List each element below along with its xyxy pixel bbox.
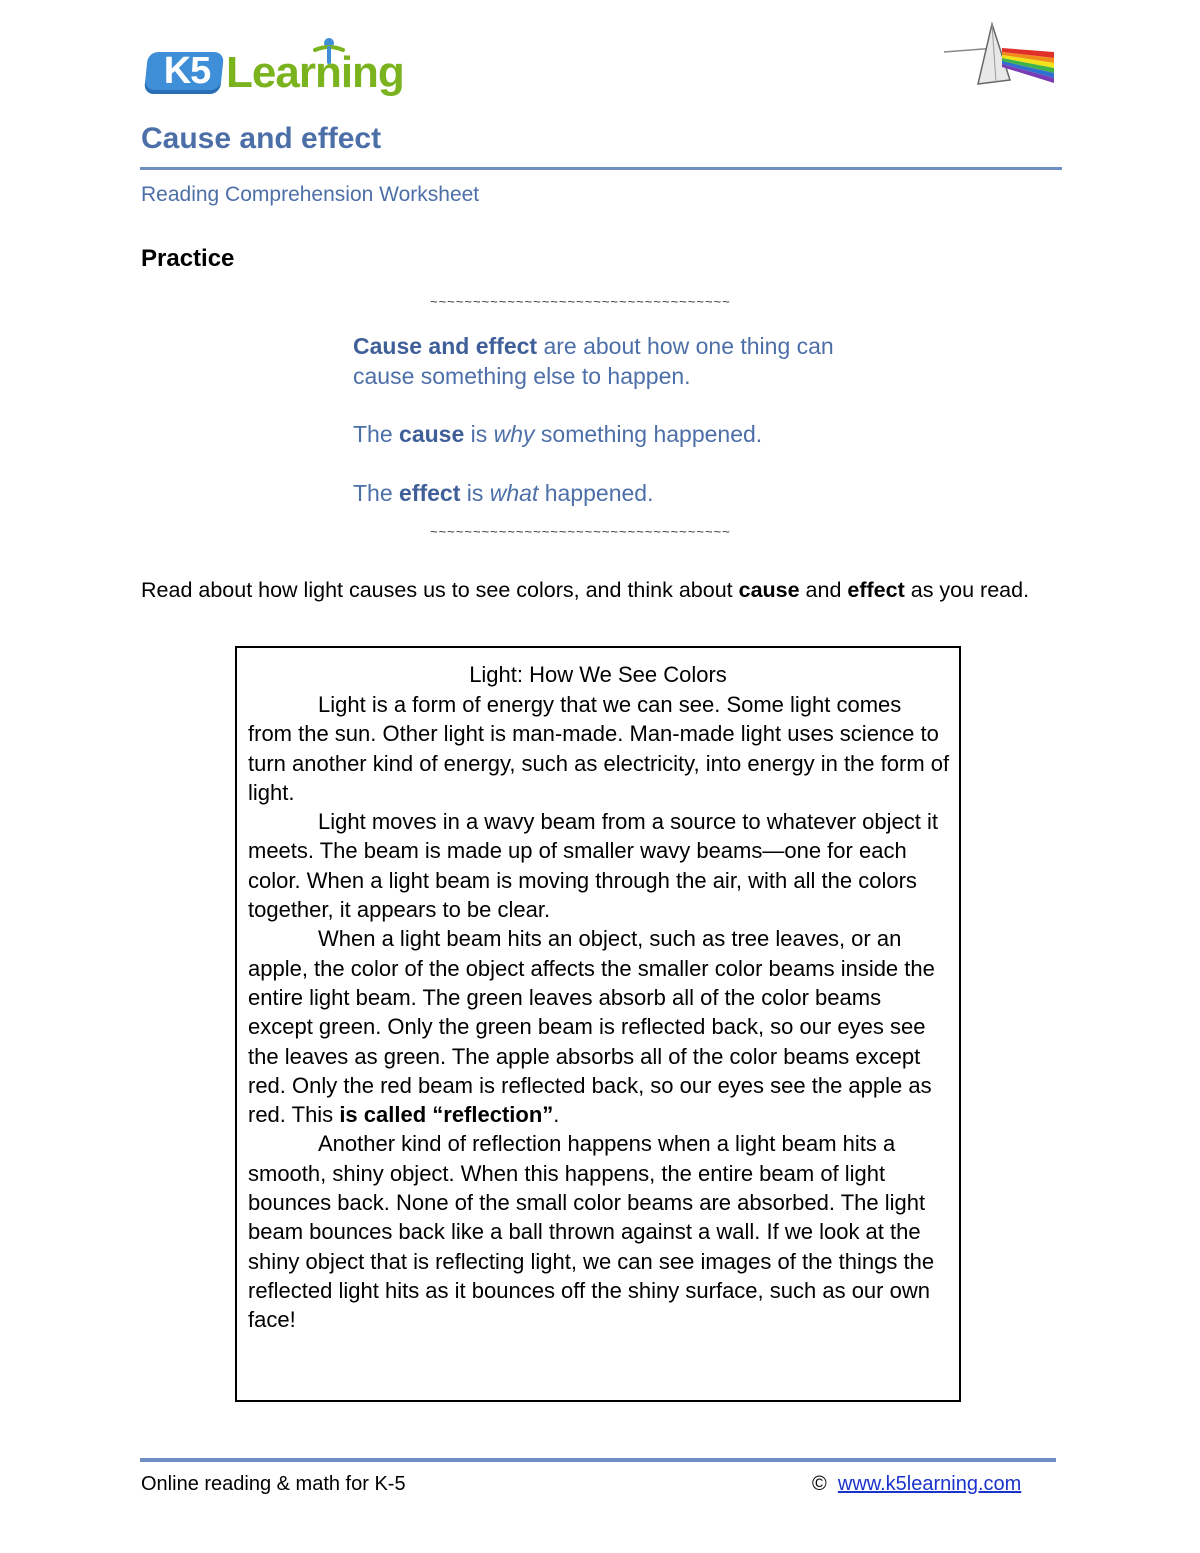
- passage-title: Light: How We See Colors: [469, 662, 727, 687]
- definition-cause: [353, 419, 762, 449]
- instructions-text: as you read.: [904, 578, 1030, 602]
- definition-text: is: [460, 480, 490, 506]
- footer-tagline: Online reading & math for K-5: [141, 1473, 406, 1495]
- passage-bold: is called “reflection”: [339, 1102, 554, 1128]
- passage-paragraph: Another kind of reflection happens when a light beam hits a smooth, shiny object. When this happens, the entire beam of light bounces back. None of the small color beams are absorbed. The light beam bounces back like a ball thrown against a wall. If we look at the shiny object that is reflecting light, we can see images of the things the reflected light hits as it bounces off the shiny surface, such as our own face!: [248, 1131, 935, 1333]
- definition-text: The: [353, 480, 400, 506]
- section-heading: Practice: [141, 245, 235, 272]
- definition-effect: [353, 478, 654, 508]
- passage-text: When a light beam hits an object, such as tree leaves, or an apple, the color of the object affects the smaller color beams inside the entire light beam. The green leaves absorb all of the color beams except green. Only the green beam is reflected back, so our eyes see the leaves as green. The apple absorbs all of the color beams except red. Only the red beam is reflected back, so our eyes see the apple as red. This: [248, 926, 935, 1128]
- separator-bottom: ~~~~~~~~~~~~~~~~~~~~~~~~~~~~~~~~~~~: [430, 524, 731, 539]
- instructions-bold: cause: [738, 578, 800, 602]
- definition-text: happened.: [538, 480, 654, 506]
- definition-text: is: [464, 421, 494, 447]
- person-icon: [312, 36, 346, 66]
- logo-learning-text: Learning: [226, 48, 404, 97]
- prism-icon: [944, 22, 1056, 94]
- definition-text: are about how one thing can cause something else to happen.: [353, 333, 834, 389]
- definition-emphasis: what: [489, 480, 539, 506]
- passage-paragraph: [248, 924, 950, 1129]
- instructions-text: and: [799, 578, 848, 602]
- k5-learning-logo: [140, 36, 404, 97]
- separator-top: ~~~~~~~~~~~~~~~~~~~~~~~~~~~~~~~~~~~: [430, 294, 731, 309]
- logo-k5-text: K5: [163, 50, 211, 92]
- definition-text: The: [353, 421, 400, 447]
- definition-text: something happened.: [534, 421, 763, 447]
- footer-divider: [140, 1458, 1056, 1462]
- passage-text: .: [553, 1102, 560, 1128]
- passage-paragraph: Light moves in a wavy beam from a source to whatever object it meets. The beam is made up of smaller wavy beams—one for each color. When a light beam is moving through the air, with all the colors together, it appears to be clear.: [248, 809, 938, 923]
- copyright-symbol: ©: [812, 1473, 827, 1495]
- reading-passage-box: [235, 646, 961, 1402]
- definition-cause-and-effect: [353, 331, 873, 391]
- website-link[interactable]: www.k5learning.com: [837, 1473, 1022, 1495]
- definition-term: Cause and effect: [353, 333, 538, 359]
- title-divider: [140, 167, 1062, 170]
- definition-term: effect: [399, 480, 461, 506]
- definition-term: cause: [399, 421, 465, 447]
- page-title: Cause and effect: [141, 122, 382, 155]
- instructions-bold: effect: [847, 578, 905, 602]
- footer-copyright: [812, 1473, 1021, 1496]
- passage-paragraph: Light is a form of energy that we can see. Some light comes from the sun. Other light is man-made. Man-made light uses science to turn another kind of energy, such as electricity, into energy in the form of light.: [248, 692, 950, 805]
- page-subtitle: Reading Comprehension Worksheet: [141, 183, 480, 206]
- definition-emphasis: why: [493, 421, 535, 447]
- instructions-text: Read about how light causes us to see colors, and think about: [141, 578, 739, 602]
- instructions: [141, 575, 1061, 605]
- passage-body: [248, 690, 950, 1335]
